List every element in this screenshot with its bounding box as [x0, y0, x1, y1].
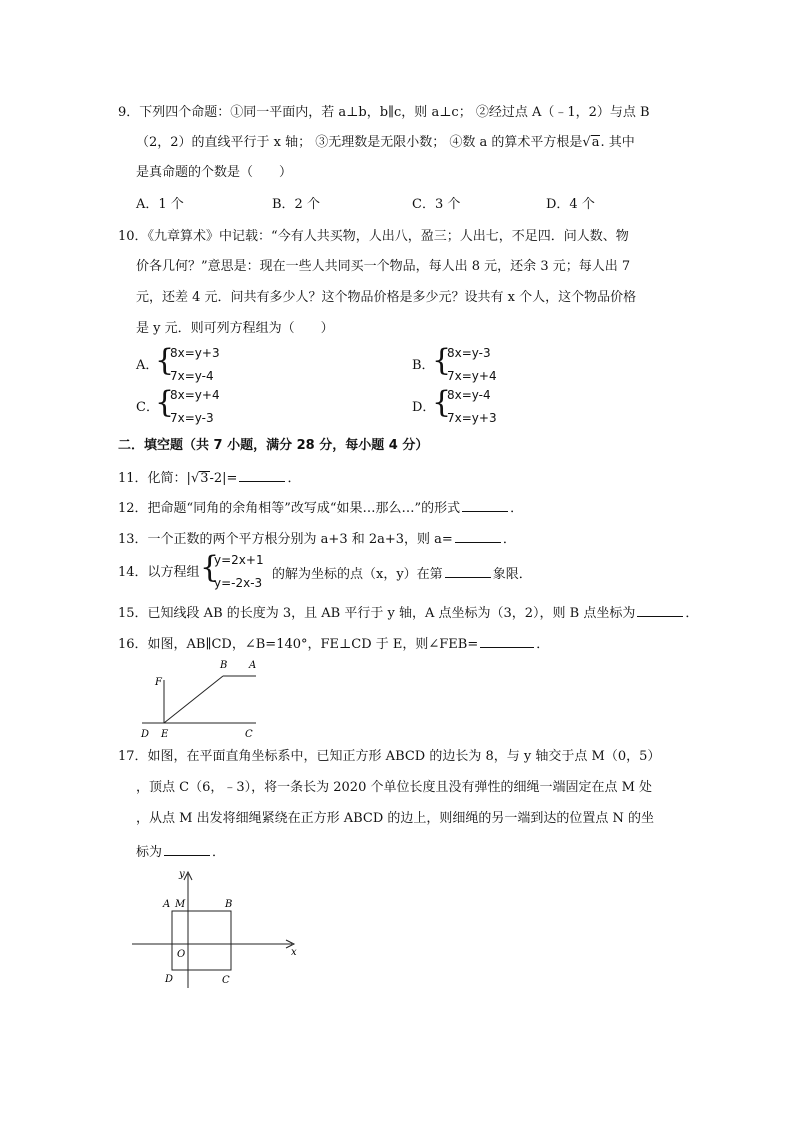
q11-end: ．	[287, 471, 301, 486]
q11: 11．化简：|√3-2|= ．	[118, 468, 300, 488]
q10-line2: 价各几何？”意思是：现在一些人共同买一个物品，每人出 8 元，还余 3 元；每人出 7	[136, 259, 631, 274]
q12-text: 12．把命题“同角的余角相等”改写成“如果…那么…”的形式	[118, 501, 461, 516]
q14-eq2: y=-2x-3	[214, 576, 263, 590]
q9-option-c: C．3 个	[412, 197, 461, 212]
q14-eq1: y=2x+1	[214, 553, 264, 567]
q10-option-c-eq1: 8x=y+4	[170, 388, 220, 402]
q16-label-f: F	[155, 677, 162, 688]
q10-option-b-eq1: 8x=y-3	[447, 346, 491, 360]
q15-end: ．	[685, 606, 699, 621]
q11-text-b: -2|=	[209, 471, 238, 486]
q14-text: 的解为坐标的点（x，y）在第	[272, 567, 443, 582]
q17-label-a: A	[163, 899, 171, 910]
q10-option-b-brace: {	[432, 343, 452, 378]
q17-figure	[130, 864, 310, 994]
q10-option-b-eq2: 7x=y+4	[447, 369, 497, 383]
q16-line-eb	[164, 676, 223, 723]
q16-figure	[138, 656, 262, 744]
q16-label-a: A	[249, 660, 257, 671]
q16-label-c: C	[245, 729, 253, 740]
q16	[118, 634, 549, 654]
q14-answer-blank[interactable]	[445, 564, 491, 578]
q17-line1: 17．如图，在平面直角坐标系中，已知正方形 ABCD 的边长为 8，与 y 轴交于点 M（0，5）	[118, 749, 661, 764]
q17-line3: ，从点 M 出发将细绳紧绕在正方形 ABCD 的边上，则细绳的另一端到达的位置点 N 的坐	[136, 811, 655, 826]
q9-option-b: B．2 个	[272, 197, 320, 212]
q17-square-abcd	[172, 911, 231, 970]
q10-option-a-eq1: 8x=y+3	[170, 346, 220, 360]
q17-answer-blank[interactable]	[164, 842, 210, 856]
q17-label-y: y	[179, 869, 185, 880]
q17-label-x: x	[291, 947, 297, 958]
q13-text: 13．一个正数的两个平方根分别为 a+3 和 2a+3，则 a=	[118, 532, 453, 547]
q16-text: 16．如图，AB∥CD，∠B=140°，FE⊥CD 于 E，则∠FEB=	[118, 637, 479, 652]
q17-label-m: M	[175, 899, 186, 910]
q10-option-a-brace: {	[155, 343, 175, 378]
q16-end: ．	[536, 637, 550, 652]
section-2-heading: 二．填空题（共 7 小题，满分 28 分，每小题 4 分）	[118, 438, 429, 453]
q17-line2: ，顶点 C（6，﹣3），将一条长为 2020 个单位长度且没有弹性的细绳一端固定在点 M 处	[136, 780, 653, 795]
q12	[118, 498, 523, 518]
q10-option-d-label: D．	[412, 400, 436, 415]
q13	[118, 529, 516, 549]
q10-option-c-brace: {	[155, 385, 175, 420]
q17-line4	[136, 842, 225, 862]
q9-line1: 9．下列四个命题：①同一平面内，若 a⊥b，b∥c，则 a⊥c； ②经过点 A（﹣1，2）与点 B	[118, 105, 650, 120]
q10-line3: 元，还差 4 元．问共有多少人？这个物品价格是多少元？设共有 x 个人，这个物品价格	[136, 290, 637, 305]
q15-text: 15．已知线段 AB 的长度为 3，且 AB 平行于 y 轴，A 点坐标为（3，2），则 B 点坐标为	[118, 606, 636, 621]
q10-option-d-eq2: 7x=y+3	[447, 411, 497, 425]
q14-rest	[272, 564, 532, 584]
q16-label-d: D	[141, 729, 150, 740]
q12-answer-blank[interactable]	[462, 498, 508, 512]
q11-answer-blank[interactable]	[239, 468, 285, 482]
q9-sqrt-a: a	[591, 135, 600, 150]
q9-option-a: A．1 个	[136, 197, 184, 212]
q11-text: 11．化简：|	[118, 471, 191, 486]
q10-line4: 是 y 元．则可列方程组为（ ）	[136, 321, 334, 336]
q9-line2-text: （2，2）的直线平行于 x 轴； ③无理数是无限小数； ④数 a 的算术平方根是	[136, 135, 583, 150]
q17-label-c: C	[222, 975, 230, 986]
q14-brace: {	[200, 550, 220, 585]
q10-option-c-label: C．	[136, 400, 159, 415]
q17-text: 标为	[136, 845, 163, 860]
q12-end: ．	[510, 501, 524, 516]
q11-sqrt: 3	[200, 471, 209, 486]
q9-line2: （2，2）的直线平行于 x 轴； ③无理数是无限小数； ④数 a 的算术平方根是√a. 其中	[136, 135, 635, 150]
q15	[118, 603, 698, 623]
q10-option-d-eq1: 8x=y-4	[447, 388, 491, 402]
q10-option-a-eq2: 7x=y-4	[170, 369, 214, 383]
q13-answer-blank[interactable]	[455, 529, 501, 543]
q9-line3: 是真命题的个数是（ ）	[136, 165, 293, 180]
q15-answer-blank[interactable]	[637, 603, 683, 617]
q16-label-b: B	[220, 660, 228, 671]
q9-option-d: D．4 个	[546, 197, 595, 212]
q10-option-a-label: A．	[136, 358, 159, 373]
q17-label-d: D	[165, 974, 174, 985]
q17-label-o: O	[177, 949, 186, 960]
q10-option-d-brace: {	[432, 385, 452, 420]
q14-end: 象限．	[492, 567, 532, 582]
q16-answer-blank[interactable]	[480, 634, 534, 648]
q10-option-c-eq2: 7x=y-3	[170, 411, 214, 425]
q16-label-e: E	[161, 729, 169, 740]
q17-end: ．	[212, 845, 226, 860]
q13-end: ．	[502, 532, 516, 547]
q17-label-b: B	[225, 899, 233, 910]
q10-option-b-label: B．	[412, 358, 435, 373]
q10-line1: 10．《九章算术》中记载：“今有人共买物，人出八，盈三；人出七，不足四．问人数、物	[118, 229, 629, 244]
q9-line2-end: . 其中	[600, 135, 635, 150]
q14-label: 14．以方程组	[118, 565, 200, 580]
